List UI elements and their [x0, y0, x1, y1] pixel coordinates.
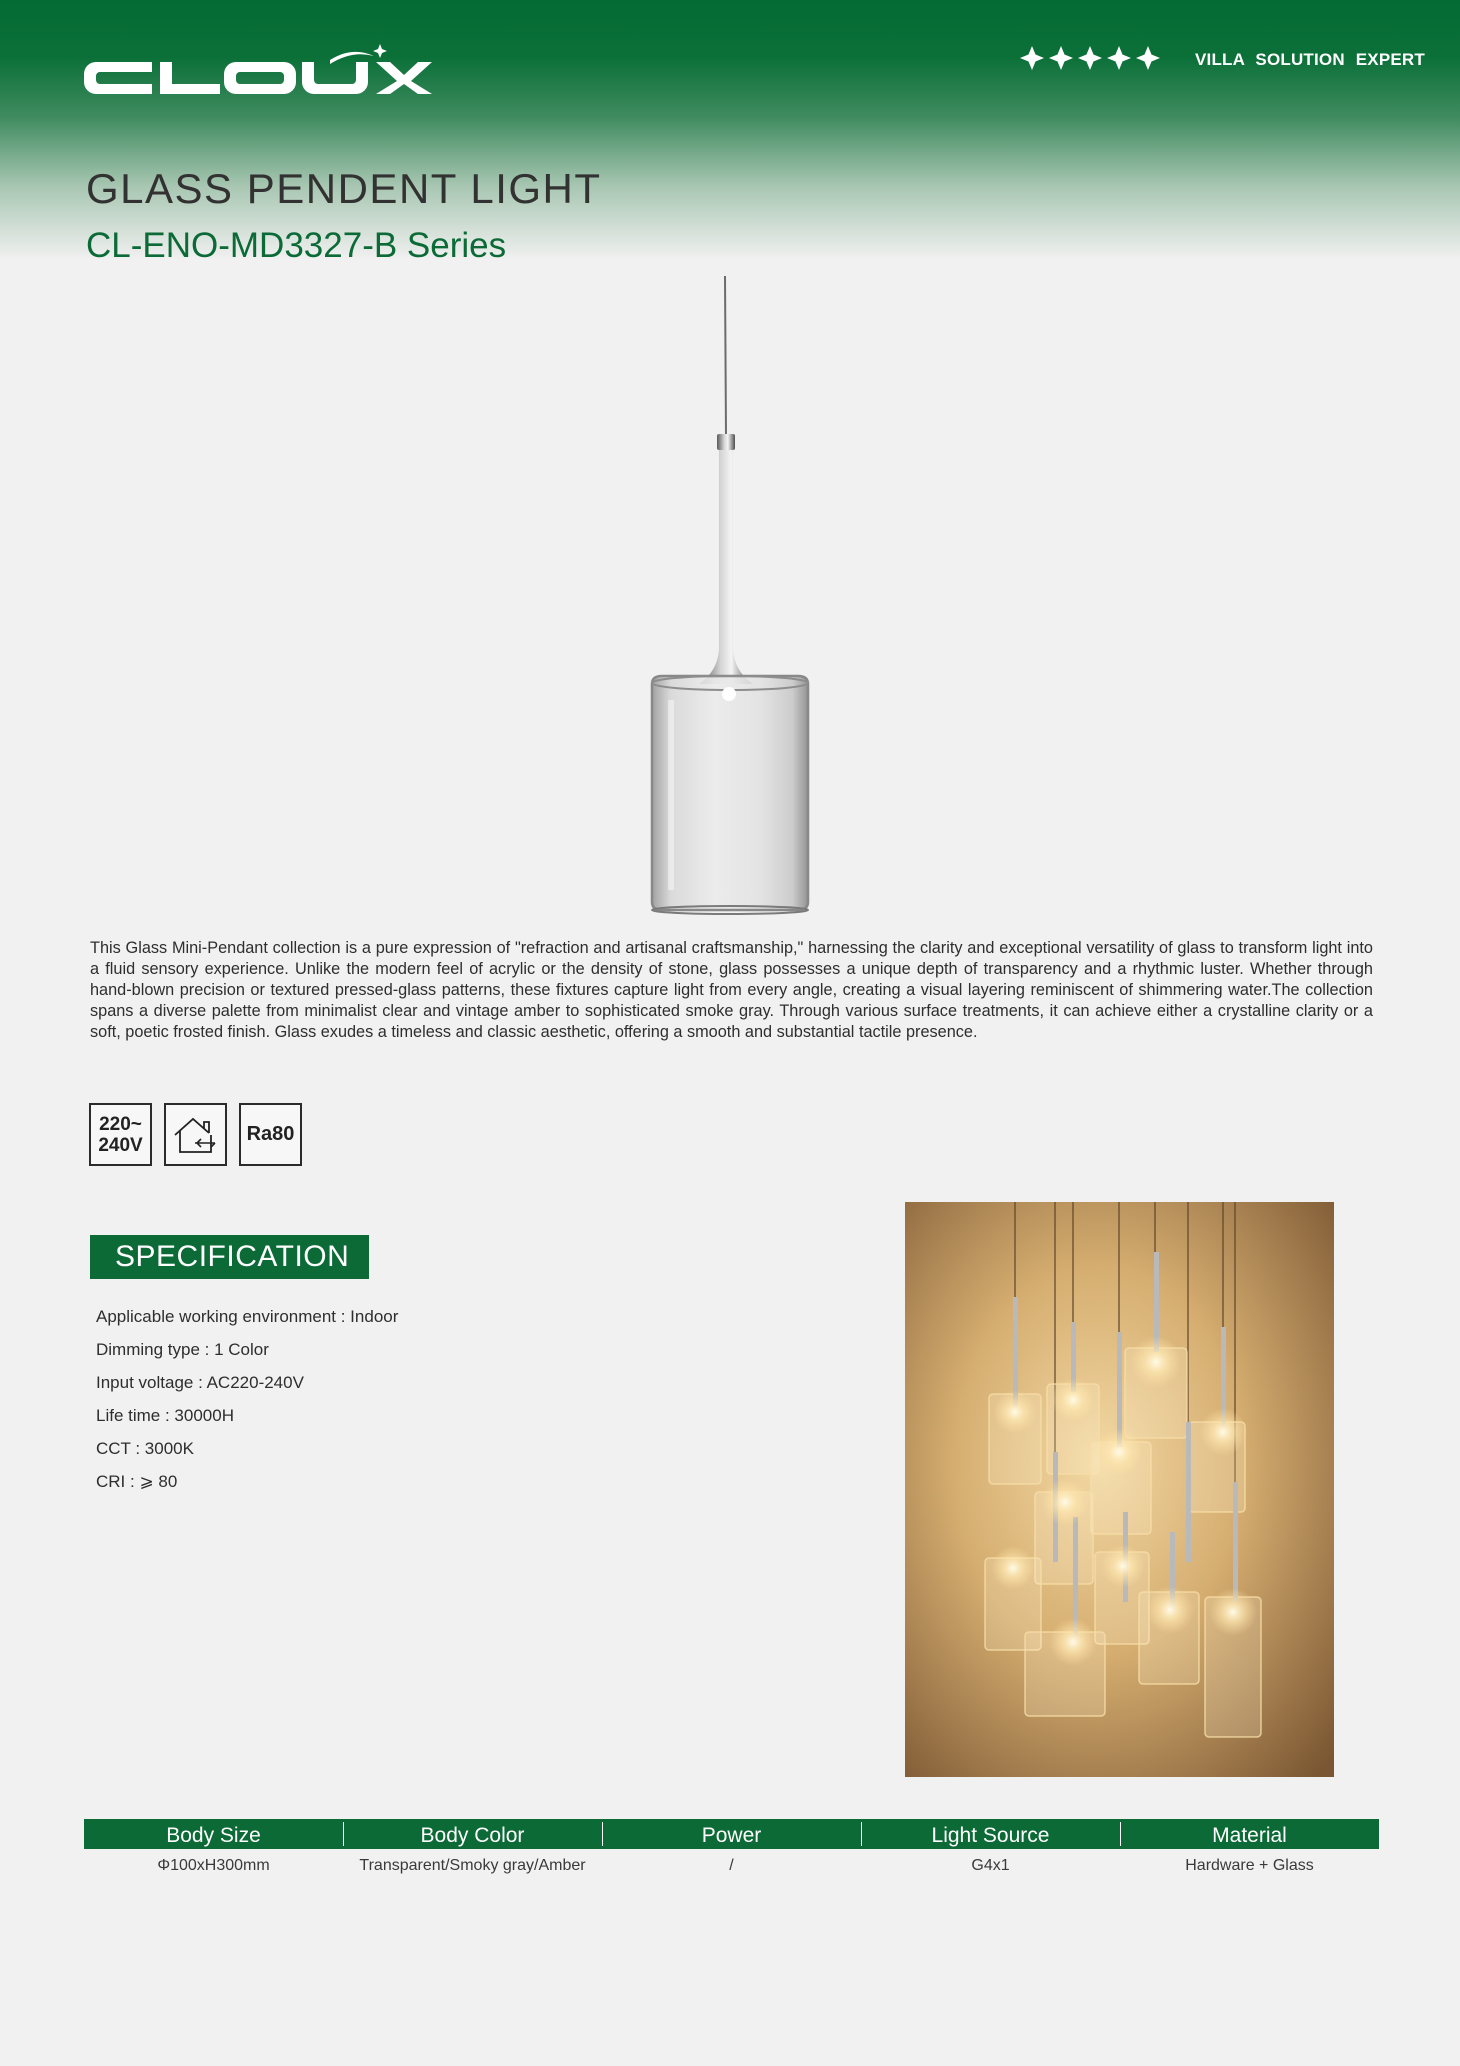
table-cell-power: /	[729, 1857, 734, 1874]
product-description: This Glass Mini-Pendant collection is a pure expression of "refraction and artisanal craftsmanship," harnessing the clarity and exceptional versatility of glass to transform light into a fluid sensory experience. Unlike the modern feel of acrylic or the density of stone, glass possesses a unique depth of transparency and a rhythmic luster. Whether through hand-blown precision or textured pressed-glass patterns, these fixtures capture light from every angle, creating a visual layering reminiscent of shimmering water.The collection spans a diverse palette from minimalist clear and vintage amber to sophisticated smoke gray. Through various surface treatments, it can achieve either a crystalline clarity or a soft, poetic frosted finish. Glass exudes a timeless and classic aesthetic, offering a smooth and substantial tactile presence.	[90, 939, 1373, 1041]
cri-badge: Ra80	[239, 1103, 302, 1166]
spec-item-lifetime: Life time : 30000H	[96, 1406, 234, 1425]
table-header-light-source: Light Source	[861, 1819, 1120, 1849]
table-header-row	[84, 1819, 1379, 1849]
table-header-power: Power	[602, 1819, 861, 1849]
table-header-material: Material	[1120, 1819, 1379, 1849]
indoor-house-icon	[164, 1103, 227, 1166]
spec-item-cri: CRI : ⩾ 80	[96, 1472, 178, 1491]
table-cell-body-size: Φ100xH300mm	[157, 1857, 270, 1874]
spec-item-dimming: Dimming type : 1 Color	[96, 1340, 269, 1359]
spec-item-cct: CCT : 3000K	[96, 1439, 194, 1458]
table-header-body-color: Body Color	[343, 1819, 602, 1849]
table-row	[84, 1849, 1379, 1883]
header-band	[0, 0, 1460, 260]
specification-list	[96, 1300, 398, 1498]
table-cell-material: Hardware + Glass	[1185, 1857, 1314, 1874]
table-cell-body-color: Transparent/Smoky gray/Amber	[359, 1857, 586, 1874]
chandelier-photo	[905, 1202, 1334, 1777]
cloux-logo	[84, 40, 436, 104]
rating-stars-icon	[1018, 38, 1162, 78]
product-series: CL-ENO-MD3327-B Series	[86, 226, 507, 265]
product-table	[84, 1819, 1379, 1883]
spec-item-voltage: Input voltage : AC220-240V	[96, 1373, 304, 1392]
brand-tagline: VILLA SOLUTION EXPERT	[1195, 50, 1425, 69]
table-cell-light-source: G4x1	[971, 1857, 1010, 1874]
voltage-badge-line1: 220~	[99, 1113, 142, 1135]
voltage-badge	[89, 1103, 152, 1166]
pendant-light-image	[620, 270, 820, 920]
spec-item-environment: Applicable working environment : Indoor	[96, 1307, 399, 1326]
table-header-body-size: Body Size	[166, 1824, 261, 1847]
voltage-badge-line2: 240V	[98, 1134, 143, 1156]
product-title: GLASS PENDENT LIGHT	[86, 165, 602, 212]
specification-header: SPECIFICATION	[90, 1235, 369, 1279]
